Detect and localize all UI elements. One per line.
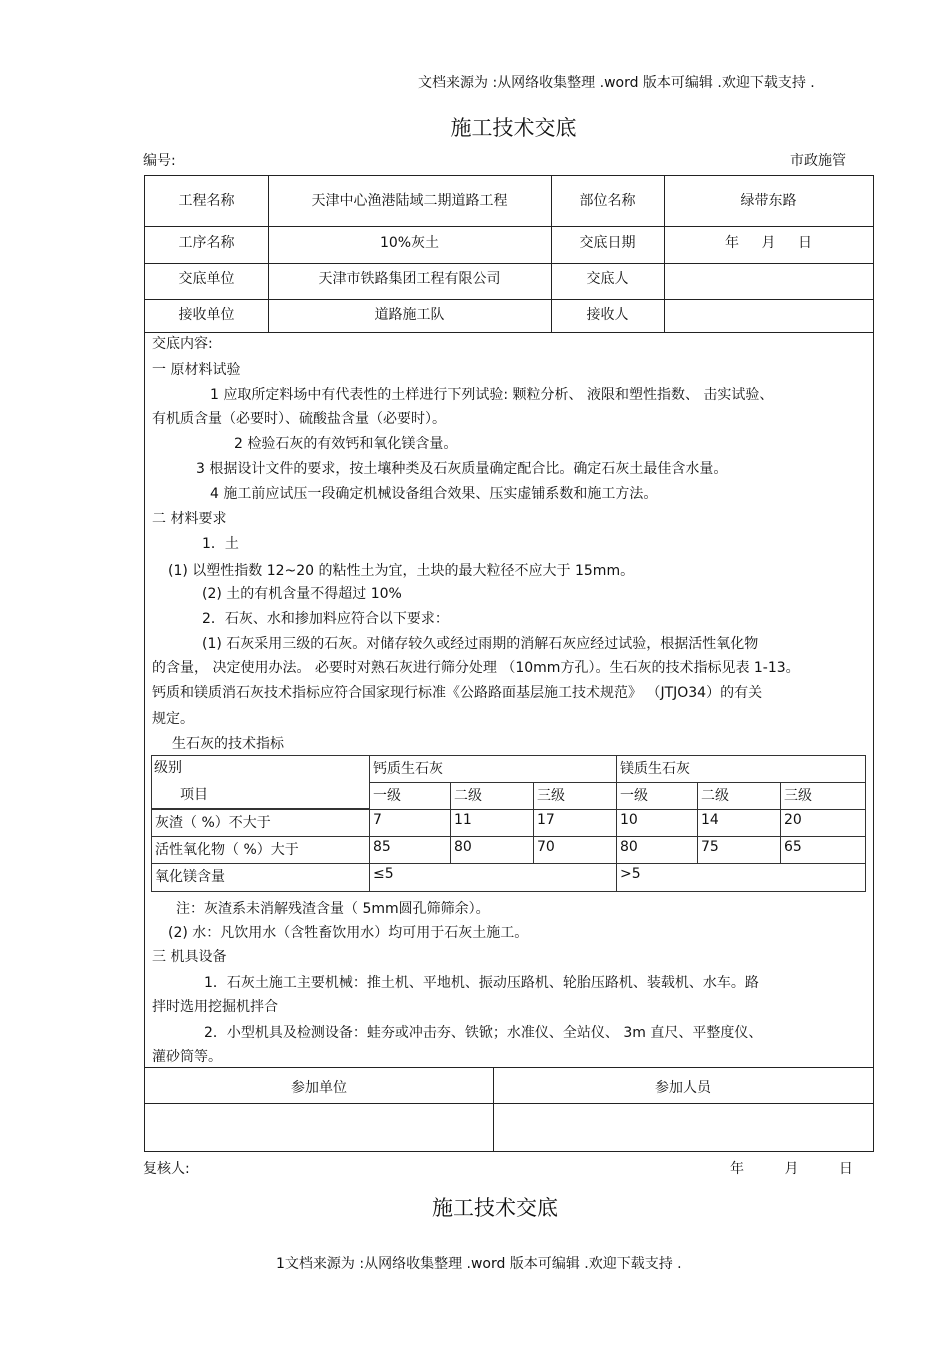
issuer-unit: 天津市铁路集团工程有限公司 — [318, 271, 501, 287]
level-cell: 三级 — [533, 782, 617, 810]
section-3-title: 三 机具设备 — [152, 949, 227, 965]
magnesium-header: 镁质生石灰 — [616, 755, 866, 783]
section-2-item-2-1c: 钙质和镁质消石灰技术指标应符合国家现行标准《公路路面基层施工技术规范》 （JTJO34）的有关 — [152, 685, 763, 701]
participant-unit-label: 参加单位 — [291, 1080, 347, 1096]
level-cell: 二级 — [450, 782, 534, 810]
section-1-item-2: 2 检验石灰的有效钙和氧化镁含量。 — [234, 436, 458, 452]
table-cell: 10 — [616, 809, 698, 837]
table-caption: 生石灰的技术指标 — [172, 736, 284, 752]
table-cell: 20 — [780, 809, 866, 837]
issuer-label: 交底人 — [586, 271, 629, 287]
level-cell: 二级 — [697, 782, 781, 810]
section-3-item-2a: 2．小型机具及检测设备：蛙夯或冲击夯、铁锨；水准仪、全站仪、 3m 直尺、平整度仪、 — [204, 1025, 763, 1041]
table-cell: 80 — [450, 836, 534, 864]
project-name-label: 工程名称 — [178, 193, 235, 209]
process-name: 10%灰土 — [379, 235, 440, 251]
table-cell: 80 — [616, 836, 698, 864]
project-name: 天津中心渔港陆域二期道路工程 — [311, 193, 508, 209]
row-label-mgo: 氧化镁含量 — [151, 863, 370, 892]
section-2-item-2-1a: (1) 石灰采用三级的石灰。对储存较久或经过雨期的消解石灰应经过试验，根据活性氧化物 — [202, 636, 759, 652]
quicklime-spec-table — [151, 755, 866, 892]
receiver-unit-label: 接收单位 — [178, 307, 235, 323]
section-2-item-2-1d: 规定。 — [152, 711, 194, 727]
table-cell: 75 — [697, 836, 781, 864]
level-cell: 三级 — [780, 782, 866, 810]
section-2-item-2: 2．石灰、水和掺加料应符合以下要求： — [202, 611, 449, 627]
table-cell: 65 — [780, 836, 866, 864]
date-label: 交底日期 — [579, 235, 636, 251]
section-2-item-2-1b: 的含量， 决定使用办法。 必要时对熟石灰进行筛分处理 （10mm方孔）。生石灰的技术指标见表 1-13。 — [152, 660, 800, 676]
section-2-item-2-2: (2) 水：凡饮用水（含牲畜饮用水）均可用于石灰土施工。 — [168, 925, 529, 941]
item-label: 项目 — [180, 787, 208, 803]
row-label-residue: 灰渣（ %）不大于 — [151, 809, 370, 837]
content-heading: 交底内容: — [152, 336, 213, 352]
table-cell: 11 — [450, 809, 534, 837]
reviewer-label: 复核人: — [143, 1161, 190, 1177]
section-1-item-3: 3 根据设计文件的要求，按土壤种类及石灰质量确定配合比。确定石灰土最佳含水量。 — [196, 461, 728, 477]
footer-note: 1文档来源为 :从网络收集整理 .word 版本可编辑 .欢迎下载支持 . — [276, 1256, 682, 1272]
issuer-unit-label: 交底单位 — [178, 271, 235, 287]
level-cell: 一级 — [616, 782, 698, 810]
section-3-item-1b: 拌时选用挖掘机拌合 — [152, 999, 278, 1015]
header-note: 文档来源为 :从网络收集整理 .word 版本可编辑 .欢迎下载支持 . — [418, 75, 815, 91]
document-title-repeat: 施工技术交底 — [432, 1196, 558, 1220]
section-1-item-1b: 有机质含量（必要时）、硫酸盐含量（必要时）。 — [152, 411, 446, 427]
section-1-item-4: 4 施工前应试压一段确定机械设备组合效果、压实虚铺系数和施工方法。 — [210, 486, 658, 502]
serial-number-label: 编号: — [143, 153, 176, 169]
section-1-title: 一 原材料试验 — [152, 362, 241, 378]
part-name: 绿带东路 — [740, 193, 797, 209]
section-2-title: 二 材料要求 — [152, 511, 227, 527]
table-cell: 70 — [533, 836, 617, 864]
table-cell: 85 — [369, 836, 451, 864]
section-2-item-1-1: (1) 以塑性指数 12~20 的粘性土为宜，土块的最大粒径不应大于 15mm。 — [168, 563, 635, 579]
part-name-label: 部位名称 — [579, 193, 636, 209]
date-value: 年 月 日 — [725, 235, 812, 251]
section-3-item-2b: 灌砂筒等。 — [152, 1049, 222, 1065]
receiver-unit: 道路施工队 — [374, 307, 445, 323]
row-label-active-oxide: 活性氧化物（ %）大于 — [151, 836, 370, 864]
mgo-calcium-value: ≤5 — [369, 863, 617, 892]
section-2-item-1-2: (2) 土的有机含量不得超过 10% — [202, 586, 402, 602]
table-note: 注：灰渣系未消解残渣含量（ 5mm圆孔筛筛余）。 — [176, 901, 490, 917]
table-cell: 14 — [697, 809, 781, 837]
section-1-item-1a: 1 应取所定料场中有代表性的土样进行下列试验: 颗粒分析、 液限和塑性指数、 击实试验、 — [210, 387, 774, 403]
process-label: 工序名称 — [178, 235, 235, 251]
level-cell: 一级 — [369, 782, 451, 810]
bottom-date: 年 月 日 — [730, 1161, 853, 1177]
participant-person-label: 参加人员 — [655, 1080, 711, 1096]
table-cell: 7 — [369, 809, 451, 837]
grade-label: 级别 — [154, 760, 182, 776]
mgo-magnesium-value: >5 — [616, 863, 866, 892]
section-3-item-1a: 1．石灰土施工主要机械：推土机、平地机、振动压路机、轮胎压路机、装载机、水车。路 — [204, 975, 759, 991]
receiver-label: 接收人 — [586, 307, 629, 323]
table-cell: 17 — [533, 809, 617, 837]
calcium-header: 钙质生石灰 — [369, 755, 617, 783]
section-2-item-1: 1．土 — [202, 536, 239, 552]
department-label: 市政施管 — [790, 153, 846, 169]
document-title: 施工技术交底 — [450, 116, 577, 140]
